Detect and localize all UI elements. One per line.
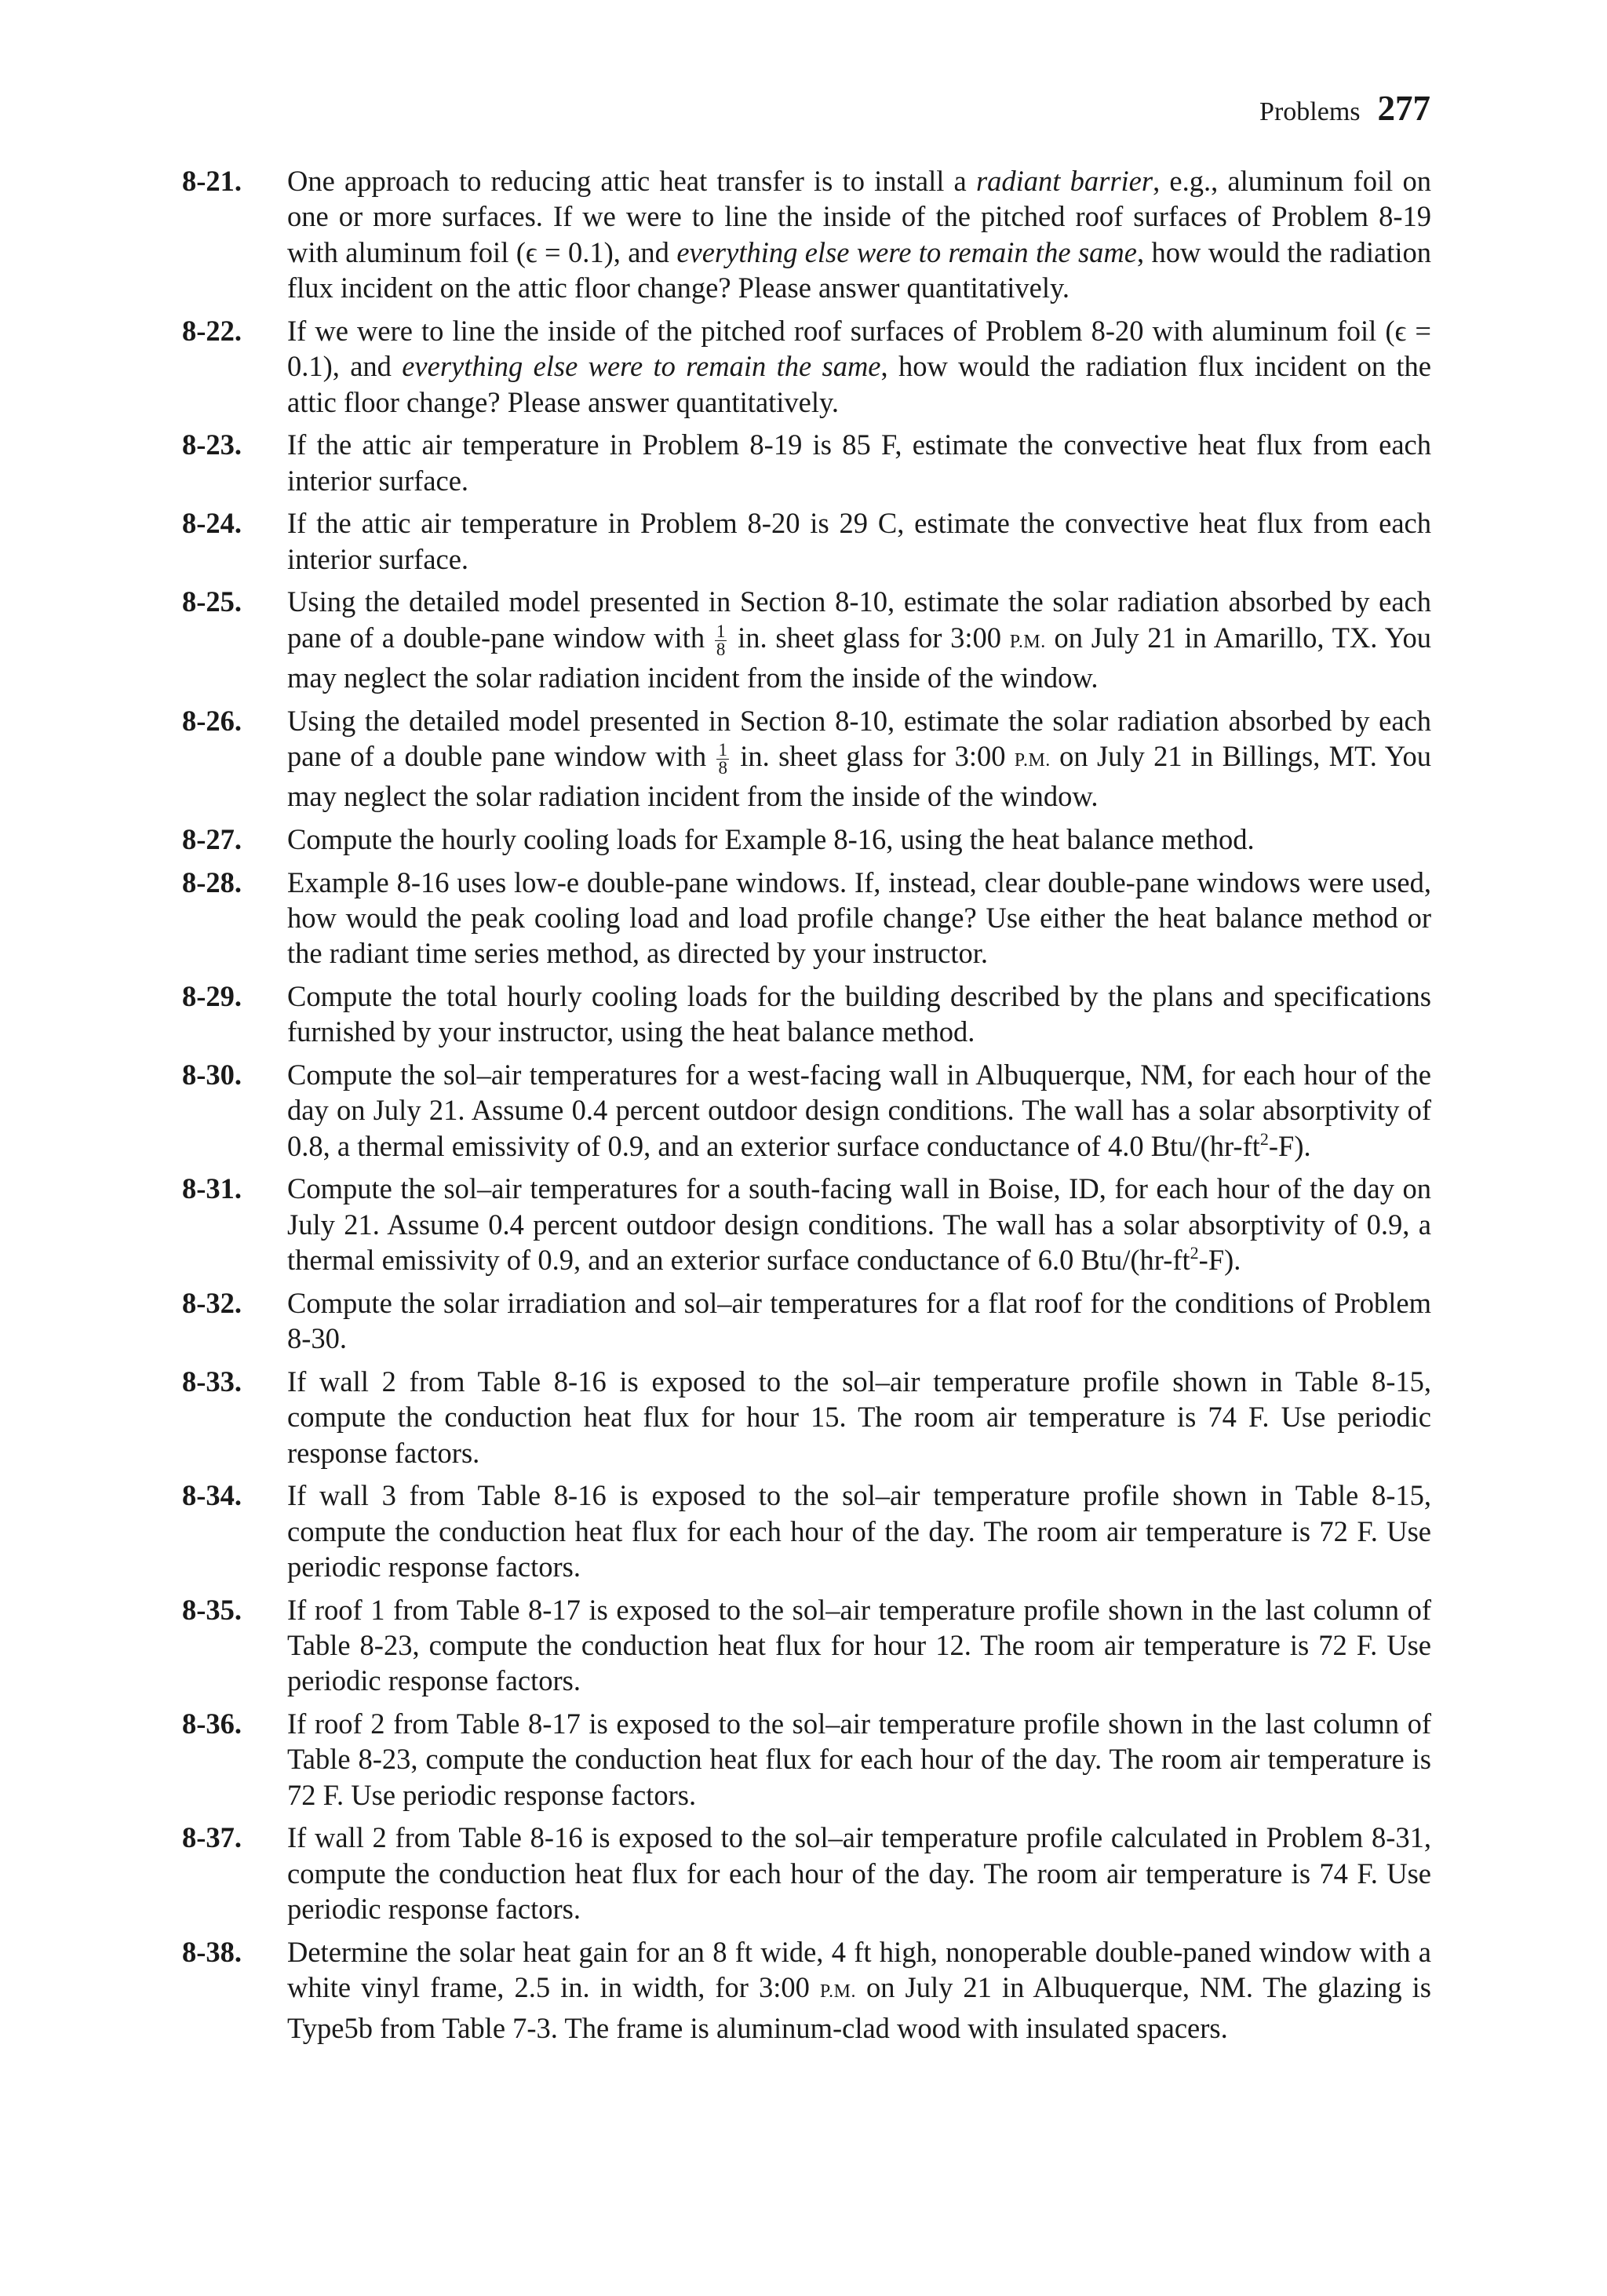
running-head-title: Problems bbox=[1259, 97, 1361, 126]
problem-8-22 bbox=[182, 313, 1431, 420]
problem-number: 8-35. bbox=[182, 1593, 242, 1626]
problem-8-25 bbox=[182, 584, 1431, 695]
emphasis: everything else were to remain the same bbox=[676, 235, 1137, 268]
problem-number: 8-37. bbox=[182, 1821, 242, 1854]
running-head bbox=[1259, 88, 1430, 129]
problem-text: Using the detailed model presented in Section 8-10, estimate the solar radiation absorbed by each pane of a double-pane window with $\frac{1}{8}$ in. sheet glass for 3:00 P.M. on July 21 in Amarillo, TX. You may neglect the solar radiation incident from the inside of the window. bbox=[287, 585, 1431, 694]
problem-8-33 bbox=[182, 1364, 1431, 1471]
problem-number: 8-34. bbox=[182, 1479, 242, 1512]
problem-text: Determine the solar heat gain for an 8 ft wide, 4 ft high, nonoperable double-paned window with a white vinyl frame, 2.5 in. in width, for 3:00 P.M. on July 21 in Albuquerque, NM. The glazing is Type5b from Table 7-3. The frame is aluminum-clad wood with insulated spacers. bbox=[287, 1935, 1431, 2044]
problem-8-26 bbox=[182, 703, 1431, 815]
problem-number: 8-28. bbox=[182, 866, 242, 898]
problem-number: 8-24. bbox=[182, 507, 242, 540]
problem-8-24 bbox=[182, 505, 1431, 577]
problem-8-37 bbox=[182, 1820, 1431, 1926]
problem-number: 8-33. bbox=[182, 1365, 242, 1398]
emphasis: radiant barrier bbox=[975, 165, 1153, 197]
problem-number: 8-21. bbox=[182, 165, 242, 197]
problem-8-30 bbox=[182, 1057, 1431, 1164]
problem-text: If we were to line the inside of the pitched roof surfaces of Problem 8-20 with aluminum foil (ϵ = 0.1), and everything else were to remain the same, how would the radiation flux incident on the attic floor change? Please answer quantitatively. bbox=[287, 314, 1431, 418]
fraction-one-eighth: $\frac{1}{8}$ bbox=[716, 621, 726, 659]
problem-8-23 bbox=[182, 427, 1431, 498]
problem-number: 8-26. bbox=[182, 704, 242, 737]
problem-text: Compute the sol–air temperatures for a west-facing wall in Albuquerque, NM, for each hour of the day on July 21. Assume 0.4 percent outdoor design conditions. The wall has a solar absorptivity of 0.8, a thermal emissivity of 0.9, and an exterior surface conductance of 4.0 Btu/$(hr-ft^2-F)$. bbox=[287, 1059, 1431, 1162]
problem-number: 8-38. bbox=[182, 1935, 242, 1968]
problem-number: 8-31. bbox=[182, 1172, 242, 1205]
problem-number: 8-27. bbox=[182, 823, 242, 856]
time-abbrev: P.M. bbox=[1014, 750, 1051, 771]
problem-text: If the attic air temperature in Problem 8-20 is 29 C, estimate the convective heat flux from each interior surface. bbox=[287, 507, 1431, 575]
problem-text: If wall 2 from Table 8-16 is exposed to the sol–air temperature profile calculated in Problem 8-31, compute the conduction heat flux for each hour of the day. The room air temperature is 74 F. Use periodic response factors. bbox=[287, 1821, 1431, 1926]
problem-8-29 bbox=[182, 979, 1431, 1050]
problem-text: If the attic air temperature in Problem 8-19 is 85 F, estimate the convective heat flux from each interior surface. bbox=[287, 428, 1431, 497]
problem-text: If roof 2 from Table 8-17 is exposed to the sol–air temperature profile shown in the last column of Table 8-23, compute the conduction heat flux for each hour of the day. The room air temperature is 72 F. Use periodic response factors. bbox=[287, 1707, 1431, 1811]
emphasis: everything else were to remain the same bbox=[402, 350, 881, 383]
fraction-one-eighth: $\frac{1}{8}$ bbox=[718, 740, 727, 778]
problem-8-21 bbox=[182, 163, 1431, 306]
problem-8-34 bbox=[182, 1478, 1431, 1584]
problem-number: 8-36. bbox=[182, 1707, 242, 1740]
problem-number: 8-30. bbox=[182, 1059, 242, 1092]
problem-number: 8-25. bbox=[182, 585, 242, 618]
problem-text: Example 8-16 uses low-e double-pane windows. If, instead, clear double-pane windows were used, how would the peak cooling load and load profile change? Use either the heat balance method or the radiant time series method, as directed by your instructor. bbox=[287, 866, 1431, 970]
problem-number: 8-29. bbox=[182, 980, 242, 1013]
superscript: 2 bbox=[1259, 1128, 1269, 1149]
problem-text: Compute the total hourly cooling loads for the building described by the plans and specifications furnished by your instructor, using the heat balance method. bbox=[287, 980, 1431, 1048]
problem-text: If wall 3 from Table 8-16 is exposed to the sol–air temperature profile shown in Table 8-15, compute the conduction heat flux for each hour of the day. The room air temperature is 72 F. Use periodic response factors. bbox=[287, 1479, 1431, 1584]
problem-8-28 bbox=[182, 865, 1431, 971]
problem-text: Using the detailed model presented in Section 8-10, estimate the solar radiation absorbed by each pane of a double pane window with $\frac{1}{8}$ in. sheet glass for 3:00 P.M. on July 21 in Billings, MT. You may neglect the solar radiation incident from the inside of the window. bbox=[287, 704, 1431, 813]
problem-8-35 bbox=[182, 1592, 1431, 1699]
problem-text: Compute the solar irradiation and sol–air temperatures for a flat roof for the conditions of Problem 8-30. bbox=[287, 1286, 1431, 1355]
problem-number: 8-23. bbox=[182, 428, 242, 461]
problem-8-31 bbox=[182, 1171, 1431, 1277]
superscript: 2 bbox=[1190, 1243, 1199, 1263]
problem-list bbox=[182, 163, 1431, 2053]
problem-text: If roof 1 from Table 8-17 is exposed to the sol–air temperature profile shown in the last column of Table 8-23, compute the conduction heat flux for hour 12. The room air temperature is 72 F. Use periodic response factors. bbox=[287, 1593, 1431, 1697]
problem-text: One approach to reducing attic heat transfer is to install a radiant barrier, e.g., aluminum foil on one or more surfaces. If we were to line the inside of the pitched roof surfaces of Problem 8-19 with aluminum foil (ϵ = 0.1), and everything else were to remain the same, how would the radiation flux incident on the attic floor change? Please answer quantitatively. bbox=[287, 165, 1432, 304]
problem-8-38 bbox=[182, 1934, 1431, 2046]
time-abbrev: P.M. bbox=[819, 1981, 856, 2003]
problem-8-32 bbox=[182, 1285, 1431, 1357]
problem-text: Compute the hourly cooling loads for Example 8-16, using the heat balance method. bbox=[287, 823, 1255, 856]
problem-number: 8-32. bbox=[182, 1286, 242, 1319]
problem-8-36 bbox=[182, 1706, 1431, 1813]
problem-number: 8-22. bbox=[182, 314, 242, 347]
problem-text: If wall 2 from Table 8-16 is exposed to the sol–air temperature profile shown in Table 8-15, compute the conduction heat flux for hour 15. The room air temperature is 74 F. Use periodic response factors. bbox=[287, 1365, 1431, 1469]
problem-8-27 bbox=[182, 822, 1431, 857]
problem-text: Compute the sol–air temperatures for a south-facing wall in Boise, ID, for each hour of the day on July 21. Assume 0.4 percent outdoor design conditions. The wall has a solar absorptivity of 0.9, a thermal emissivity of 0.9, and an exterior surface conductance of 6.0 Btu/$(hr-ft^2-F)$. bbox=[287, 1172, 1431, 1277]
time-abbrev: P.M. bbox=[1009, 631, 1046, 652]
page-number: 277 bbox=[1377, 89, 1430, 128]
